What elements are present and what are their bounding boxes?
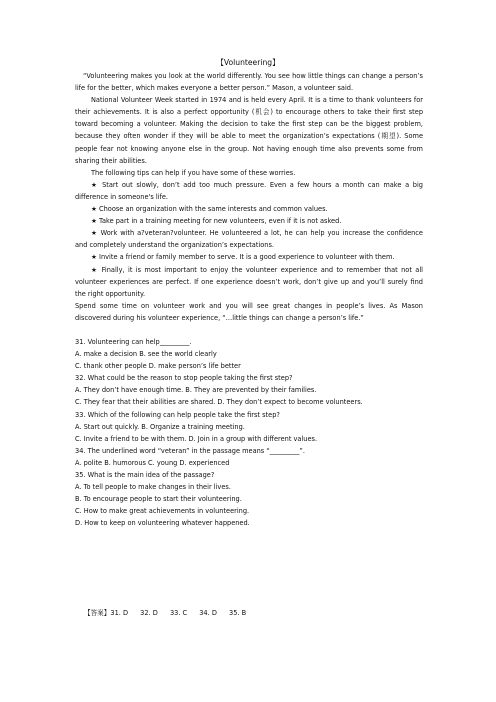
option-line: C. How to make great achievements in volunteering.	[75, 507, 250, 516]
tip-item: ★ Choose an organization with the same interests and common values.	[91, 205, 328, 214]
answer-item: 34. D	[199, 609, 217, 617]
answer-item: 33. C	[169, 609, 188, 617]
answer-label: 【答案】31. D	[84, 609, 129, 617]
option-line: C. Invite a friend to be with them. D. Join in a group with different values.	[75, 434, 318, 443]
tip-item: ★ Take part in a training meeting for new volunteers, even if it is not asked.	[91, 217, 342, 226]
tip-item: ★ Start out slowly, don’t add too much pressure. Even a few hours a month can make a big difference in someone's life.	[75, 180, 423, 201]
spacer	[75, 324, 423, 336]
option-line: A. make a decision B. see the world clearly	[75, 350, 217, 359]
tip-item: ★ Work with a?veteran?volunteer. He volunteered a lot, he can help you increase the confidence and completely understand the organization’s expectations.	[75, 229, 423, 250]
paragraph-quote: “Volunteering makes you look at the world differently. You see how little things can change a person’s life for the better, which makes everyone a better person.” Mason, a volunteer said.	[75, 72, 423, 93]
tip-item: ★ Invite a friend or family member to serve. It is a good experience to volunteer with them.	[91, 253, 395, 262]
option-line: A. They don’t have enough time. B. They are prevented by their families.	[75, 386, 317, 395]
option-line: A. To tell people to make changes in their lives.	[75, 483, 231, 492]
question-line: 35. What is the main idea of the passage?	[75, 471, 215, 479]
paragraph-volunteer-week: National Volunteer Week started in 1974 and is held every April. It is a time to thank volunteers for their achievements. It is also a perfect opportunity (机会) to encourage others to take their first step toward becoming a volunteer. Making the decision to take the first step can be the biggest problem, because they often wonder if they will be able to meet the organization’s expectations (期望). Some people fear not knowing anyone else in the group. Not having enough time also prevents some from sharing their abilities.	[75, 96, 423, 165]
answer-item: 32. D	[140, 609, 158, 617]
option-line: C. They fear that their abilities are shared. D. They don’t expect to become volunteers.	[75, 398, 363, 407]
question-line: 31. Volunteering can help_________.	[75, 337, 192, 346]
tip-item: ★ Finally, it is most important to enjoy the volunteer experience and to remember that not all volunteer experiences are perfect. If one experience doesn’t work, don’t give up and you’ll surely find the right opportunity.	[75, 265, 423, 298]
paragraph-conclusion: Spend some time on volunteer work and you will see great changes in people’s lives. As Mason discovered during his volunteer experience, “…little things can change a person’s life.”	[75, 301, 423, 322]
option-line: B. To encourage people to start their volunteering.	[75, 495, 242, 504]
option-line: C. thank other people D. make person’s life better	[75, 362, 241, 371]
question-line: 32. What could be the reason to stop people taking the first step?	[75, 374, 293, 383]
option-line: A. Start out quickly. B. Organize a training meeting.	[75, 422, 245, 431]
document-title: 【Volunteering】	[216, 58, 280, 67]
question-line: 34. The underlined word “veteran” in the passage means “_________”.	[75, 446, 305, 455]
passage-body	[75, 70, 423, 529]
question-line: 33. Which of the following can help people take the first step?	[75, 410, 280, 419]
answer-key	[84, 608, 256, 618]
option-line: A. polite B. humorous C. young D. experienced	[75, 458, 230, 467]
option-line: D. How to keep on volunteering whatever happened.	[75, 519, 250, 528]
paragraph-tips-intro: The following tips can help if you have some of these worries.	[91, 168, 296, 177]
answer-item: 35. B	[229, 609, 247, 617]
